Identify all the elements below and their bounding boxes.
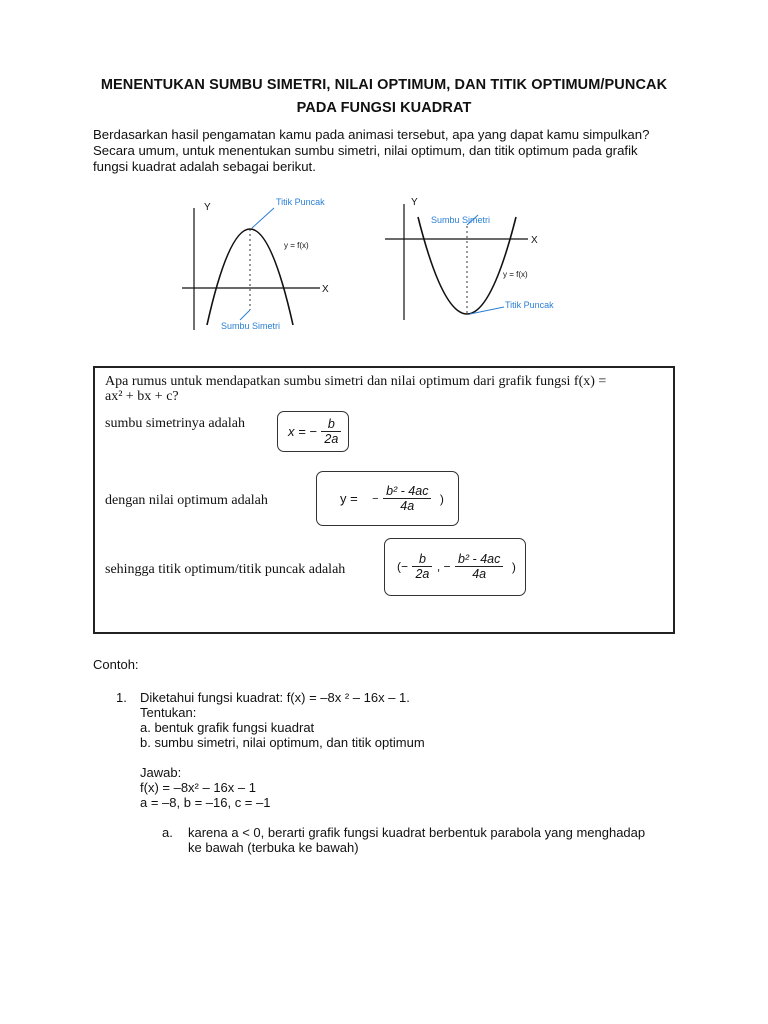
example-line-4: b. sumbu simetri, nilai optimum, dan titik optimum: [140, 735, 425, 750]
optimum-fraction: [383, 484, 431, 513]
graph1-y-label: Y: [204, 202, 211, 213]
sub-line-2: ke bawah (terbuka ke bawah): [188, 840, 359, 855]
formula-question-line-1: Apa rumus untuk mendapatkan sumbu simetri dan nilai optimum dari grafik fungsi f(x) =: [105, 374, 607, 389]
sub-label-a: a.: [162, 825, 173, 840]
graph1-func-label: y = f(x): [284, 241, 309, 250]
contoh-label: Contoh:: [93, 657, 139, 672]
graph1-peak-label: Titik Puncak: [276, 197, 325, 207]
peak-open: (−: [397, 559, 409, 574]
graph2-y-label: Y: [411, 197, 418, 208]
peak-x-fraction: [412, 552, 432, 581]
optimum-close: ): [439, 491, 444, 506]
optimum-numerator: b² - 4ac: [383, 484, 431, 499]
graph2-func-label: y = f(x): [503, 270, 528, 279]
intro-line-1: Berdasarkan hasil pengamatan kamu pada animasi tersebut, apa yang dapat kamu simpulkan?: [93, 127, 650, 142]
sub-line-1: karena a < 0, berarti grafik fungsi kuadrat berbentuk parabola yang menghadap: [188, 825, 646, 840]
jawab-function: f(x) = –8x² – 16x – 1: [140, 780, 256, 795]
jawab-label: Jawab:: [140, 765, 182, 780]
graph2-sym-label: Sumbu Simetri: [431, 215, 491, 225]
graph1-sym-label: Sumbu Simetri: [221, 321, 281, 331]
optimum-denominator: 4a: [400, 499, 415, 513]
graph1-x-label: X: [322, 284, 329, 295]
peak-y-numerator: b² - 4ac: [455, 552, 503, 567]
page-title: MENENTUKAN SUMBU SIMETRI, NILAI OPTIMUM, DAN TITIK OPTIMUM/PUNCAK: [100, 77, 668, 93]
example-line-3: a. bentuk grafik fungsi kuadrat: [140, 720, 315, 735]
intro-line-3: fungsi kuadrat adalah sebagai berikut.: [93, 159, 316, 174]
peak-text: sehingga titik optimum/titik puncak adalah: [105, 562, 346, 577]
example-number: 1.: [116, 690, 127, 705]
peak-separator: , −: [436, 559, 451, 574]
symmetry-text: sumbu simetrinya adalah: [105, 416, 245, 431]
symmetry-fraction: [321, 417, 341, 446]
peak-close: ): [511, 559, 516, 574]
graph2-peak-label: Titik Puncak: [505, 300, 554, 310]
optimum-minus: −: [372, 492, 379, 505]
peak-y-denominator: 4a: [472, 567, 487, 581]
symmetry-formula-box: [277, 411, 349, 452]
example-line-1: Diketahui fungsi kuadrat: f(x) = –8x ² – 16x – 1.: [140, 690, 410, 705]
symmetry-numerator: b: [321, 417, 341, 432]
symmetry-prefix: x = −: [288, 424, 317, 439]
peak-x-denominator: 2a: [415, 567, 430, 581]
formula-question-line-2: ax² + bx + c?: [105, 389, 179, 404]
graph2-x-label: X: [531, 235, 538, 246]
graph-minimum: [380, 190, 580, 330]
example-line-2: Tentukan:: [140, 705, 197, 720]
optimum-text: dengan nilai optimum adalah: [105, 493, 268, 508]
graph1-peak-pointer: [252, 208, 274, 228]
peak-y-fraction: [455, 552, 503, 581]
symmetry-denominator: 2a: [324, 432, 339, 446]
optimum-formula-box: [316, 471, 459, 526]
peak-x-numerator: b: [412, 552, 432, 567]
graph1-sym-pointer: [240, 310, 250, 320]
page-subtitle: PADA FUNGSI KUADRAT: [296, 100, 472, 116]
peak-formula-box: [384, 538, 526, 596]
graph-maximum: [170, 190, 350, 340]
optimum-prefix: y =: [340, 491, 358, 506]
intro-line-2: Secara umum, untuk menentukan sumbu simetri, nilai optimum, dan titik optimum pada grafik: [93, 143, 638, 158]
jawab-coefficients: a = –8, b = –16, c = –1: [140, 795, 271, 810]
